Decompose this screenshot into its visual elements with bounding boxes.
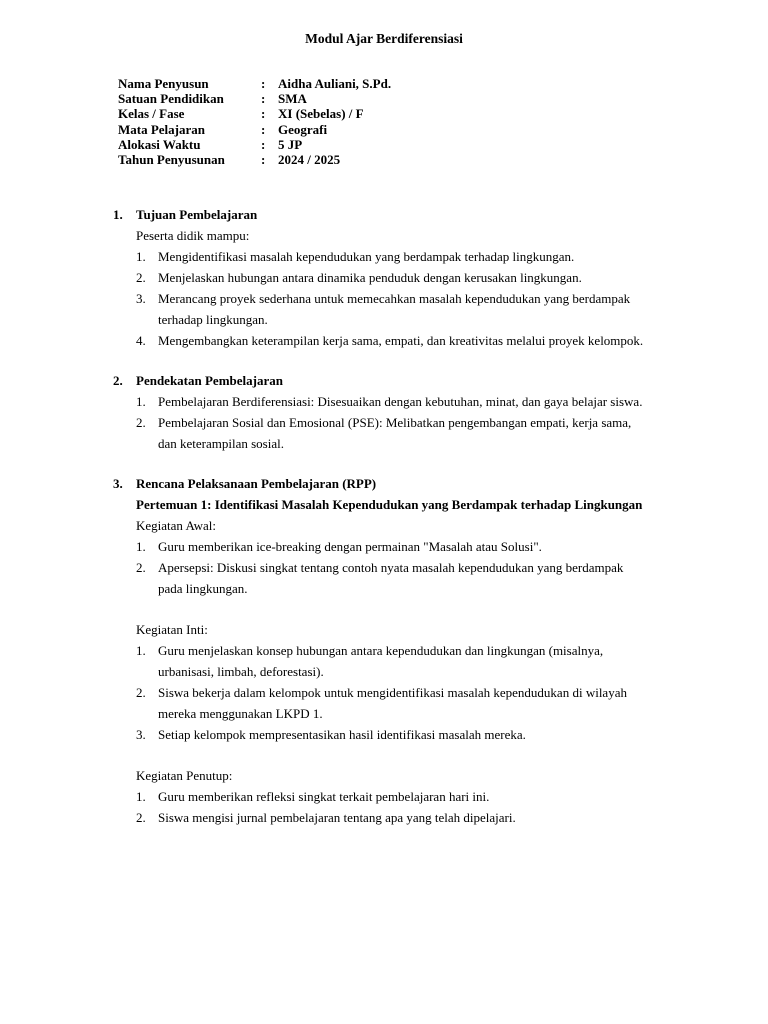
list-item-number: 2. [136,560,146,575]
section-number: 2. [113,373,123,388]
meta-label: Alokasi Waktu [118,136,201,152]
list-item [0,288,768,309]
list-item-text: Setiap kelompok mempresentasikan hasil identifikasi masalah mereka. [158,727,526,742]
list-item-text: dan keterampilan sosial. [158,436,284,451]
list-item [0,786,768,807]
list-item-text: pada lingkungan. [158,581,248,596]
list-item-continuation [0,309,768,330]
list-item-number: 1. [136,643,146,658]
meta-label: Satuan Pendidikan [118,91,224,107]
list-item-number: 1. [136,539,146,554]
meta-row-subject [118,122,391,137]
meta-row-author [118,76,391,91]
meta-row-time [118,137,391,152]
list-item-number: 2. [136,415,146,430]
list-item [0,246,768,267]
section-learning-approach [0,370,768,454]
list-item-text: Pembelajaran Sosial dan Emosional (PSE): Melibatkan pengembangan empati, kerja sama, [158,415,632,430]
list-item [0,536,768,557]
list-item-number: 2. [136,270,146,285]
meta-value: SMA [278,91,307,107]
meta-colon: : [261,136,266,152]
meta-colon: : [261,76,266,91]
list-item-text: Mengembangkan keterampilan kerja sama, empati, dan kreativitas melalui proyek kelompok. [158,333,644,348]
section-learning-objectives [0,204,768,351]
meta-colon: : [261,121,266,137]
section-title: Tujuan Pembelajaran [136,207,258,222]
meta-row-school [118,91,391,106]
list-item-number: 2. [136,810,146,825]
list-item-text: Mengidentifikasi masalah kependudukan yang berdampak terhadap lingkungan. [158,249,575,264]
section-number: 3. [113,476,123,491]
meta-label: Mata Pelajaran [118,121,206,137]
list-item-text: Pembelajaran Berdiferensiasi: Disesuaikan dengan kebutuhan, minat, dan gaya belajar siswa. [158,394,643,409]
spacer [0,745,768,765]
list-item-text: Guru memberikan refleksi singkat terkait pembelajaran hari ini. [158,789,490,804]
list-item [0,807,768,828]
list-item-number: 3. [136,291,146,306]
meeting-subtitle: Pertemuan 1: Identifikasi Masalah Kependudukan yang Berdampak terhadap Lingkungan [136,497,643,512]
list-item-text: urbanisasi, limbah, deforestasi). [158,664,324,679]
list-item [0,682,768,703]
list-item [0,412,768,433]
activity-label-opening: Kegiatan Awal: [136,518,217,533]
meta-value: XI (Sebelas) / F [278,106,364,122]
list-item [0,557,768,578]
meta-label: Tahun Penyusunan [118,151,225,167]
list-item-number: 3. [136,727,146,742]
list-item-continuation [0,661,768,682]
list-item-text: terhadap lingkungan. [158,312,268,327]
list-item-continuation [0,703,768,724]
meta-colon: : [261,106,266,122]
list-item-text: mereka menggunakan LKPD 1. [158,706,323,721]
list-item-continuation [0,433,768,454]
section-title: Pendekatan Pembelajaran [136,373,283,388]
list-item-text: Menjelaskan hubungan antara dinamika penduduk dengan kerusakan lingkungan. [158,270,582,285]
document-title: Modul Ajar Berdiferensiasi [305,31,463,46]
meta-value: 2024 / 2025 [278,151,341,167]
list-item [0,330,768,351]
meta-row-class [118,106,391,121]
meta-table [118,76,391,167]
section-heading [0,204,768,225]
list-item [0,391,768,412]
section-intro: Peserta didik mampu: [136,228,250,243]
list-item-text: Merancang proyek sederhana untuk memecahkan masalah kependudukan yang berdampak [158,291,631,306]
list-item-number: 2. [136,685,146,700]
list-item-text: Siswa bekerja dalam kelompok untuk mengidentifikasi masalah kependudukan di wilayah [158,685,627,700]
meta-colon: : [261,91,266,107]
meta-label: Kelas / Fase [118,106,185,122]
list-item-number: 1. [136,394,146,409]
list-item-text: Siswa mengisi jurnal pembelajaran tentang apa yang telah dipelajari. [158,810,516,825]
list-item-text: Guru menjelaskan konsep hubungan antara kependudukan dan lingkungan (misalnya, [158,643,604,658]
activity-label-core: Kegiatan Inti: [136,622,208,637]
list-item-continuation [0,578,768,599]
activity-label-closing: Kegiatan Penutup: [136,768,233,783]
meta-label: Nama Penyusun [118,76,209,91]
meta-value: Geografi [278,121,328,137]
list-item-text: Apersepsi: Diskusi singkat tentang contoh nyata masalah kependudukan yang berdampak [158,560,624,575]
list-item [0,640,768,661]
meta-colon: : [261,151,266,167]
list-item-number: 1. [136,789,146,804]
meta-value: Aidha Auliani, S.Pd. [278,76,392,91]
list-item-number: 4. [136,333,146,348]
section-heading [0,370,768,391]
meta-value: 5 JP [278,136,303,152]
list-item [0,267,768,288]
spacer [0,599,768,619]
meta-row-year [118,152,391,167]
section-title: Rencana Pelaksanaan Pembelajaran (RPP) [136,476,377,491]
list-item-number: 1. [136,249,146,264]
section-number: 1. [113,207,123,222]
section-lesson-plan [0,473,768,828]
list-item [0,724,768,745]
section-heading [0,473,768,494]
list-item-text: Guru memberikan ice-breaking dengan permainan "Masalah atau Solusi". [158,539,542,554]
